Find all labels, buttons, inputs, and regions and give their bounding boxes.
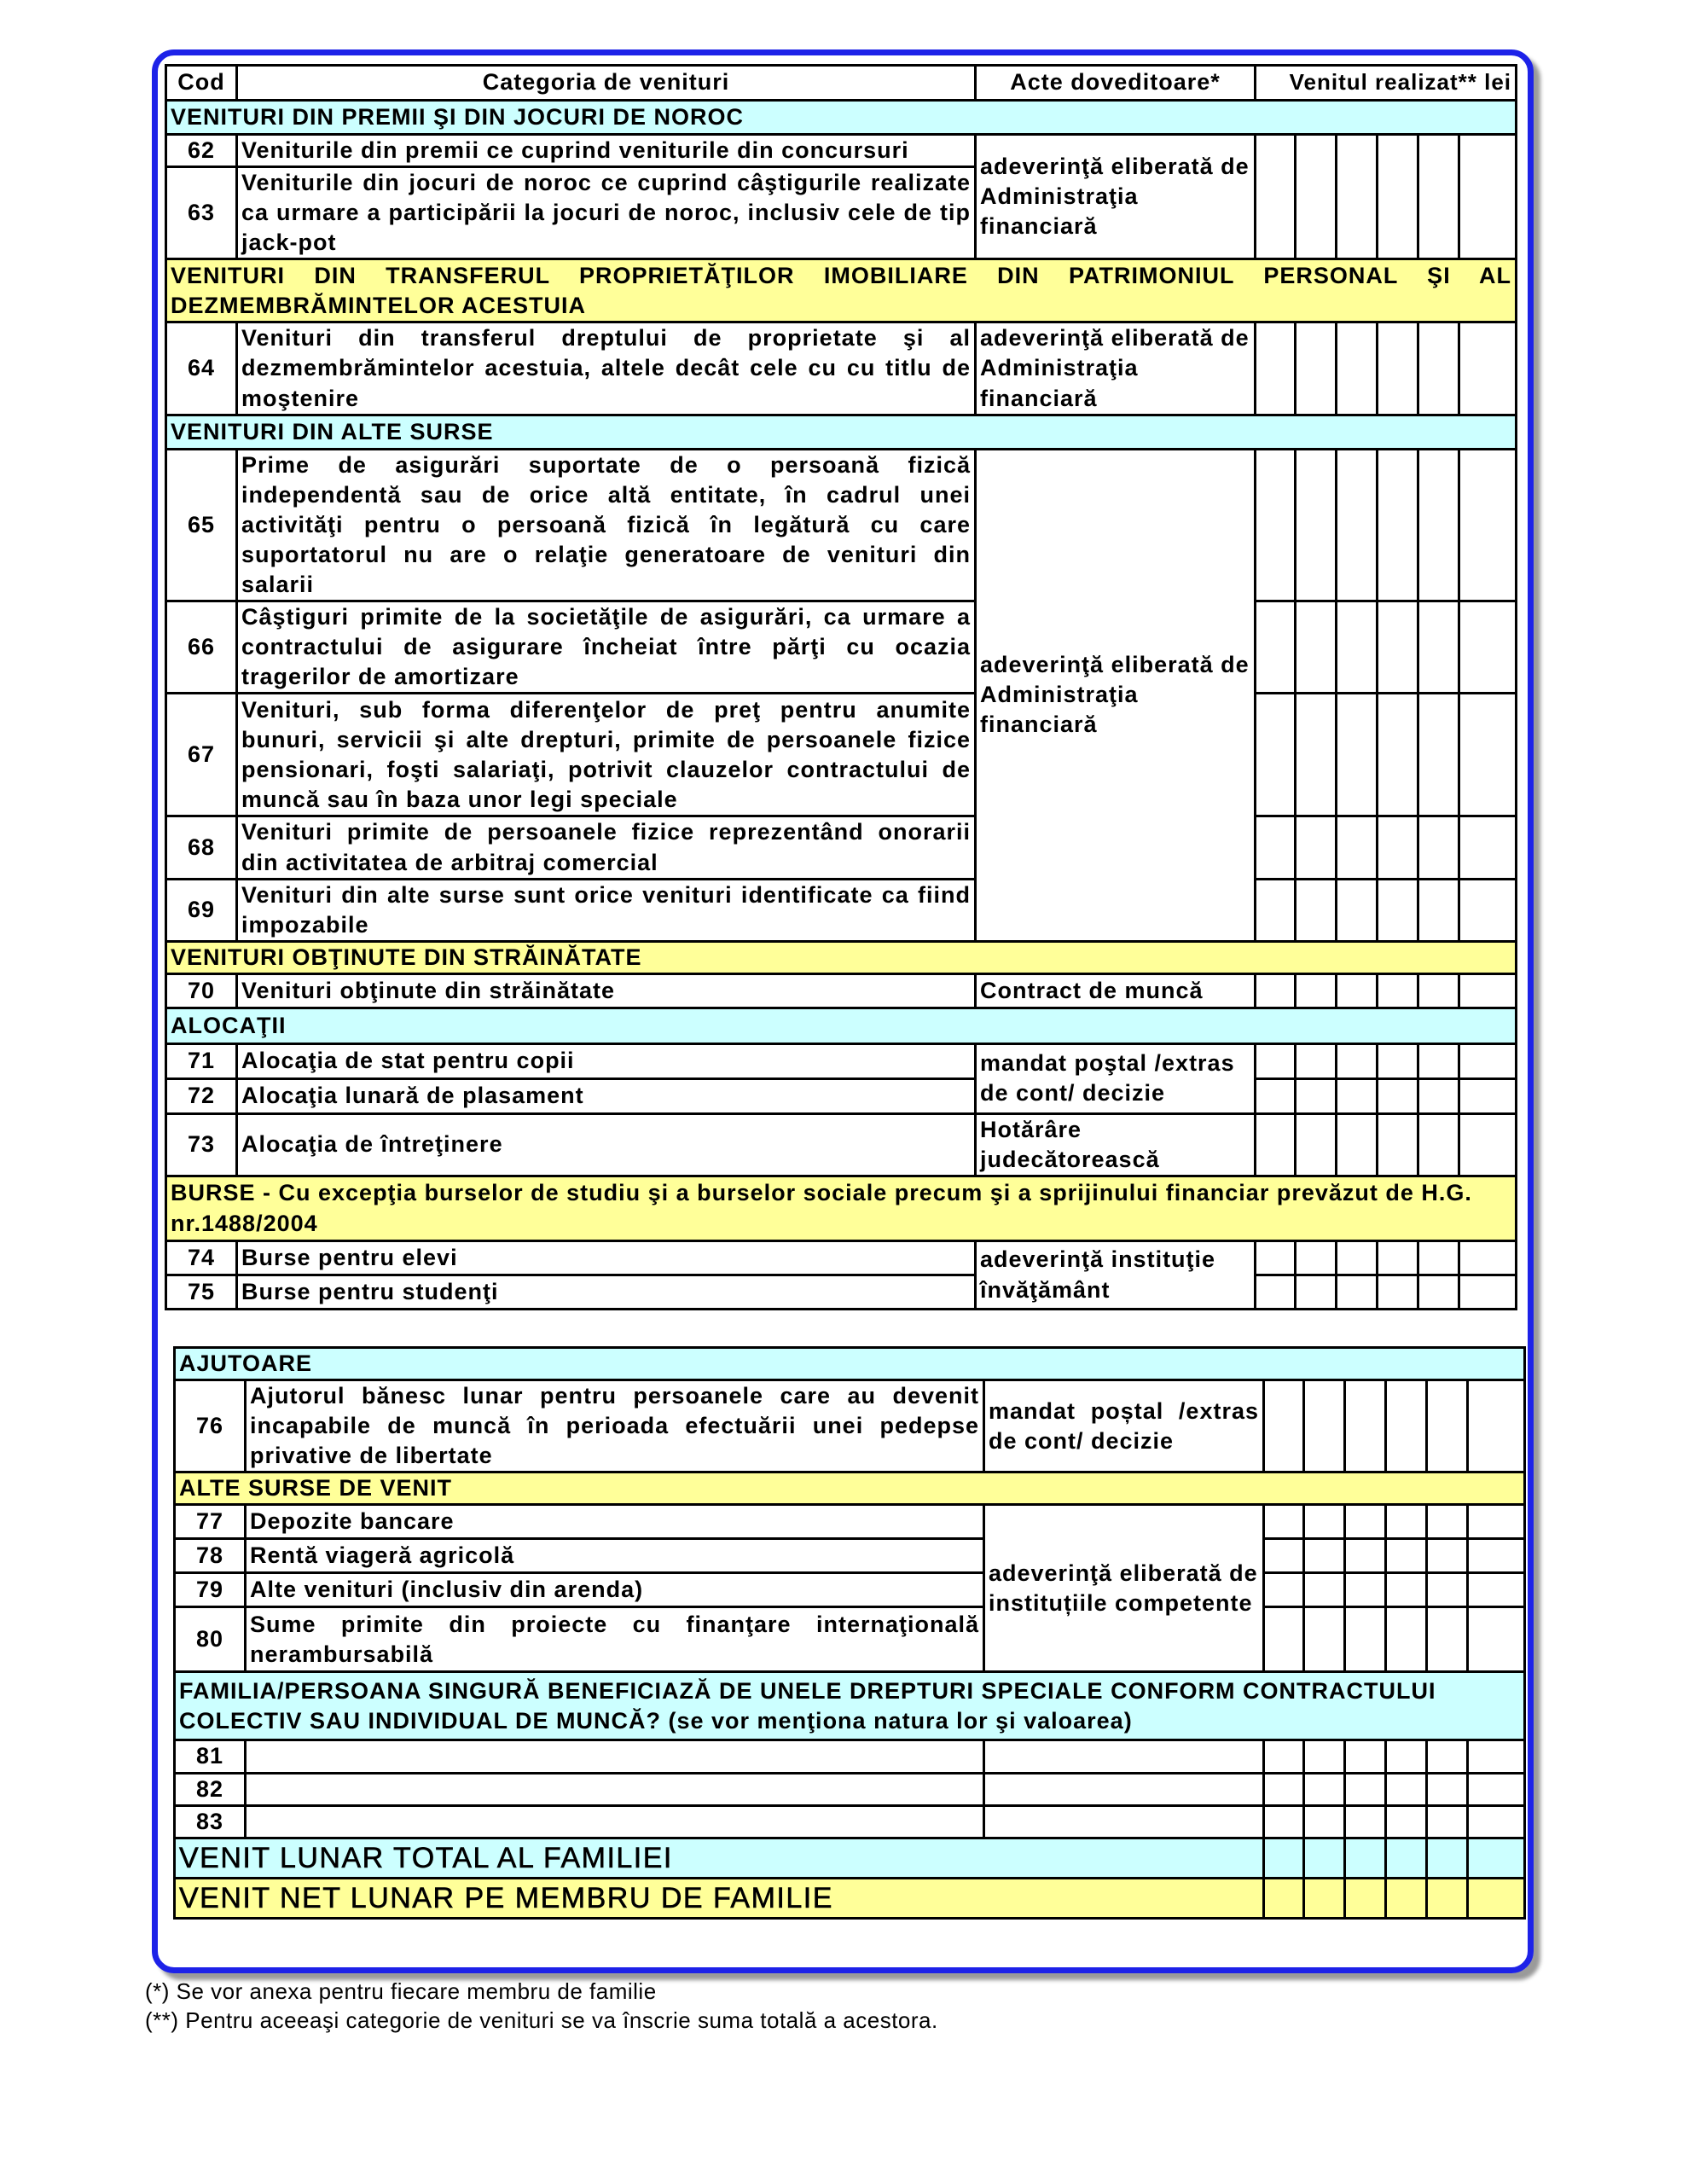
income-digit-cell[interactable] — [1378, 1241, 1418, 1275]
income-digit-cell[interactable] — [1264, 1505, 1304, 1539]
income-digit-cell[interactable] — [1296, 1241, 1337, 1275]
total-digit-cell[interactable] — [1386, 1838, 1427, 1878]
income-digit-cell[interactable] — [1459, 601, 1517, 694]
row-code: 70 — [166, 973, 237, 1008]
row-code: 73 — [166, 1113, 237, 1176]
total-digit-cell[interactable] — [1345, 1878, 1386, 1918]
total-digit-cell[interactable] — [1264, 1878, 1304, 1918]
row-code: 65 — [166, 449, 237, 601]
table-row — [175, 1607, 1525, 1672]
income-digit-cell[interactable] — [1296, 1275, 1337, 1310]
table-row — [166, 135, 1517, 167]
income-digit-cell[interactable] — [1418, 879, 1459, 941]
row-category: Burse pentru studenţi — [237, 1275, 976, 1310]
income-digit-cell[interactable] — [1418, 694, 1459, 816]
row-category: Alte venituri (inclusiv din arenda) — [246, 1573, 984, 1607]
income-digit-cell[interactable] — [1459, 816, 1517, 879]
row-code: 63 — [166, 167, 237, 259]
income-digit-cell[interactable] — [1468, 1505, 1525, 1539]
income-digit-cell[interactable] — [1378, 1078, 1418, 1113]
table-row — [166, 322, 1517, 415]
row-code: 74 — [166, 1241, 237, 1275]
total-family-row — [175, 1838, 1525, 1878]
income-digit-cell[interactable] — [1386, 1607, 1427, 1672]
income-digit-cell[interactable] — [1304, 1539, 1345, 1573]
income-digit-cell[interactable] — [1296, 135, 1337, 259]
total-digit-cell[interactable] — [1304, 1878, 1345, 1918]
income-digit-cell[interactable] — [1337, 1275, 1378, 1310]
income-digit-cell[interactable] — [1386, 1380, 1427, 1472]
income-digit-cell[interactable] — [1468, 1380, 1525, 1472]
table-row — [175, 1539, 1525, 1573]
row-category-input[interactable] — [246, 1740, 984, 1773]
table-row — [166, 1275, 1517, 1310]
row-category: Depozite bancare — [246, 1505, 984, 1539]
income-digit-cell[interactable] — [1296, 816, 1337, 879]
table-row — [175, 1740, 1525, 1773]
row-category: Venituri primite de persoanele fizice reprezentând onorarii din activitatea de arbitraj comercial — [237, 816, 976, 879]
table-row — [166, 879, 1517, 941]
income-digit-cell[interactable] — [1468, 1805, 1525, 1838]
income-digit-cell[interactable] — [1337, 1043, 1378, 1078]
income-digit-cell[interactable] — [1386, 1539, 1427, 1573]
income-digit-cell[interactable] — [1459, 973, 1517, 1008]
documents-input[interactable] — [984, 1773, 1264, 1805]
income-digit-cell[interactable] — [1468, 1607, 1525, 1672]
section-burse: BURSE - Cu excepţia burselor de studiu şi a burselor sociale precum şi a sprijinului financiar prevăzut de H.G. nr.1488/2004 — [166, 1176, 1517, 1241]
income-digit-cell[interactable] — [1418, 1078, 1459, 1113]
row-code: 80 — [175, 1607, 246, 1672]
footnote-1: (*) Se vor anexa pentru fiecare membru de familie — [145, 1978, 657, 2004]
header-category: Categoria de venituri — [237, 66, 976, 101]
table-row — [166, 1241, 1517, 1275]
income-digit-cell[interactable] — [1296, 879, 1337, 941]
header-income: Venitul realizat** lei — [1256, 66, 1517, 101]
documents-input[interactable] — [984, 1805, 1264, 1838]
income-digit-cell[interactable] — [1378, 879, 1418, 941]
income-digit-cell[interactable] — [1427, 1380, 1468, 1472]
income-table-part-2 — [173, 1346, 1526, 1920]
income-digit-cell[interactable] — [1459, 1275, 1517, 1310]
net-per-member-label: VENIT NET LUNAR PE MEMBRU DE FAMILIE — [175, 1878, 1264, 1918]
row-category: Venituri din transferul dreptului de proprietate şi al dezmembrămintelor acestuia, altele decât cele cu cu titlu de moştenire — [237, 322, 976, 415]
row-category: Alocaţia de întreţinere — [237, 1113, 976, 1176]
income-digit-cell[interactable] — [1378, 135, 1418, 259]
income-digit-cell[interactable] — [1304, 1505, 1345, 1539]
row-code: 62 — [166, 135, 237, 167]
income-digit-cell[interactable] — [1304, 1607, 1345, 1672]
income-digit-cell[interactable] — [1386, 1573, 1427, 1607]
row-category: Alocaţia de stat pentru copii — [237, 1043, 976, 1078]
income-digit-cell[interactable] — [1264, 1573, 1304, 1607]
income-digit-cell[interactable] — [1378, 1043, 1418, 1078]
section-premii: VENITURI DIN PREMII ŞI DIN JOCURI DE NOROC — [166, 101, 1517, 135]
table-row — [166, 1043, 1517, 1078]
header-documents: Acte doveditoare* — [976, 66, 1256, 101]
documents-cell: mandat poştal /extras de cont/ decizie — [976, 1043, 1256, 1113]
income-digit-cell[interactable] — [1337, 135, 1378, 259]
income-digit-cell[interactable] — [1427, 1573, 1468, 1607]
total-digit-cell[interactable] — [1264, 1838, 1304, 1878]
income-digit-cell[interactable] — [1427, 1740, 1468, 1773]
row-code: 82 — [175, 1773, 246, 1805]
income-digit-cell[interactable] — [1418, 449, 1459, 601]
income-digit-cell[interactable] — [1304, 1573, 1345, 1607]
income-digit-cell[interactable] — [1418, 601, 1459, 694]
income-digit-cell[interactable] — [1427, 1505, 1468, 1539]
income-digit-cell[interactable] — [1296, 973, 1337, 1008]
row-category: Burse pentru elevi — [237, 1241, 976, 1275]
table-row — [175, 1773, 1525, 1805]
income-digit-cell[interactable] — [1459, 1043, 1517, 1078]
total-digit-cell[interactable] — [1386, 1878, 1427, 1918]
income-digit-cell[interactable] — [1296, 1078, 1337, 1113]
income-digit-cell[interactable] — [1459, 135, 1517, 259]
section-strainatate: VENITURI OBŢINUTE DIN STRĂINĂTATE — [166, 941, 1517, 973]
income-digit-cell[interactable] — [1468, 1740, 1525, 1773]
income-digit-cell[interactable] — [1459, 449, 1517, 601]
documents-cell: mandat poștal /extras de cont/ decizie — [984, 1380, 1264, 1472]
income-digit-cell[interactable] — [1459, 1113, 1517, 1176]
income-digit-cell[interactable] — [1304, 1805, 1345, 1838]
total-digit-cell[interactable] — [1468, 1838, 1525, 1878]
row-code: 77 — [175, 1505, 246, 1539]
documents-cell: adeverinţă eliberată de Administraţia financiară — [976, 449, 1256, 941]
income-digit-cell[interactable] — [1345, 1740, 1386, 1773]
documents-cell: adeverinţă instituţie învăţământ — [976, 1241, 1256, 1310]
total-digit-cell[interactable] — [1427, 1838, 1468, 1878]
section-alocatii: ALOCAŢII — [166, 1008, 1517, 1043]
income-digit-cell[interactable] — [1459, 694, 1517, 816]
income-digit-cell[interactable] — [1418, 816, 1459, 879]
income-digit-cell[interactable] — [1296, 322, 1337, 415]
income-digit-cell[interactable] — [1459, 322, 1517, 415]
income-digit-cell[interactable] — [1468, 1539, 1525, 1573]
income-digit-cell[interactable] — [1427, 1607, 1468, 1672]
income-digit-cell[interactable] — [1296, 601, 1337, 694]
income-digit-cell[interactable] — [1418, 1241, 1459, 1275]
income-digit-cell[interactable] — [1468, 1773, 1525, 1805]
income-digit-cell[interactable] — [1256, 322, 1296, 415]
row-code: 75 — [166, 1275, 237, 1310]
income-digit-cell[interactable] — [1427, 1805, 1468, 1838]
row-category-input[interactable] — [246, 1805, 984, 1838]
income-digit-cell[interactable] — [1427, 1539, 1468, 1573]
footnotes — [145, 1977, 938, 2035]
income-digit-cell[interactable] — [1337, 601, 1378, 694]
table-row — [166, 816, 1517, 879]
row-code: 83 — [175, 1805, 246, 1838]
income-digit-cell[interactable] — [1345, 1607, 1386, 1672]
income-digit-cell[interactable] — [1418, 322, 1459, 415]
row-category-input[interactable] — [246, 1773, 984, 1805]
total-digit-cell[interactable] — [1304, 1838, 1345, 1878]
row-code: 81 — [175, 1740, 246, 1773]
income-digit-cell[interactable] — [1337, 1241, 1378, 1275]
row-code: 66 — [166, 601, 237, 694]
table-row — [166, 694, 1517, 816]
income-digit-cell[interactable] — [1256, 973, 1296, 1008]
income-digit-cell[interactable] — [1296, 1113, 1337, 1176]
income-digit-cell[interactable] — [1468, 1573, 1525, 1607]
income-table-part-1 — [165, 64, 1517, 1310]
income-digit-cell[interactable] — [1345, 1380, 1386, 1472]
income-digit-cell[interactable] — [1386, 1773, 1427, 1805]
row-category: Veniturile din jocuri de noroc ce cuprind câştigurile realizate ca urmare a participării la jocuri de noroc, inclusiv cele de tip jack-pot — [237, 167, 976, 259]
income-digit-cell[interactable] — [1256, 1241, 1296, 1275]
income-digit-cell[interactable] — [1378, 1275, 1418, 1310]
income-digit-cell[interactable] — [1296, 449, 1337, 601]
table-row — [166, 973, 1517, 1008]
income-digit-cell[interactable] — [1459, 1078, 1517, 1113]
income-digit-cell[interactable] — [1296, 694, 1337, 816]
row-code: 71 — [166, 1043, 237, 1078]
income-digit-cell[interactable] — [1345, 1773, 1386, 1805]
documents-cell: Hotărâre judecătorească — [976, 1113, 1256, 1176]
income-digit-cell[interactable] — [1264, 1380, 1304, 1472]
section-alte-surse-venit: ALTE SURSE DE VENIT — [175, 1472, 1525, 1505]
income-digit-cell[interactable] — [1296, 1043, 1337, 1078]
income-digit-cell[interactable] — [1386, 1740, 1427, 1773]
total-digit-cell[interactable] — [1468, 1878, 1525, 1918]
table-row — [175, 1505, 1525, 1539]
income-digit-cell[interactable] — [1418, 1275, 1459, 1310]
income-digit-cell[interactable] — [1264, 1607, 1304, 1672]
row-category: Câştiguri primite de la societăţile de asigurări, ca urmare a contractului de asigurare încheiat între părţi cu ocazia tragerilor de amortizare — [237, 601, 976, 694]
income-digit-cell[interactable] — [1418, 1043, 1459, 1078]
documents-cell: Contract de muncă — [976, 973, 1256, 1008]
section-familia: FAMILIA/PERSOANA SINGURĂ BENEFICIAZĂ DE UNELE DREPTURI SPECIALE CONFORM CONTRACTULUI COLECTIV SAU INDIVIDUAL DE MUNCĂ? (se vor menţiona natura lor şi valoarea) — [175, 1672, 1525, 1740]
row-category: Venituri obţinute din străinătate — [237, 973, 976, 1008]
income-digit-cell[interactable] — [1304, 1740, 1345, 1773]
section-transfer: VENITURI DIN TRANSFERUL PROPRIETĂŢILOR IMOBILIARE DIN PATRIMONIUL PERSONAL ŞI AL DEZMEMBRĂMINTELOR ACESTUIA — [166, 259, 1517, 322]
total-digit-cell[interactable] — [1345, 1838, 1386, 1878]
documents-cell: adeverinţă eliberată de instituțiile competente — [984, 1505, 1264, 1672]
income-digit-cell[interactable] — [1256, 135, 1296, 259]
income-digit-cell[interactable] — [1418, 135, 1459, 259]
income-digit-cell[interactable] — [1264, 1805, 1304, 1838]
income-digit-cell[interactable] — [1459, 1241, 1517, 1275]
income-digit-cell[interactable] — [1418, 973, 1459, 1008]
row-category: Venituri din alte surse sunt orice venituri identificate ca fiind impozabile — [237, 879, 976, 941]
total-digit-cell[interactable] — [1427, 1878, 1468, 1918]
row-category: Ajutorul bănesc lunar pentru persoanele care au devenit incapabile de muncă în perioada efectuării unei pedepse privative de libertate — [246, 1380, 984, 1472]
row-code: 69 — [166, 879, 237, 941]
row-category: Venituri, sub forma diferenţelor de preţ pentru anumite bunuri, servicii şi alte drepturi, primite de persoanele fizice pensionari, foşti salariaţi, potrivit clauzelor contractului de muncă sau în baza unor legi speciale — [237, 694, 976, 816]
income-digit-cell[interactable] — [1256, 694, 1296, 816]
income-digit-cell[interactable] — [1386, 1505, 1427, 1539]
footnote-2: (**) Pentru aceeaşi categorie de venituri se va înscrie suma totală a acestora. — [145, 2007, 938, 2033]
income-digit-cell[interactable] — [1256, 601, 1296, 694]
row-code: 68 — [166, 816, 237, 879]
income-digit-cell[interactable] — [1378, 449, 1418, 601]
income-digit-cell[interactable] — [1459, 879, 1517, 941]
row-category: Alocaţia lunară de plasament — [237, 1078, 976, 1113]
income-digit-cell[interactable] — [1378, 322, 1418, 415]
income-digit-cell[interactable] — [1256, 1113, 1296, 1176]
income-digit-cell[interactable] — [1418, 1113, 1459, 1176]
income-digit-cell[interactable] — [1304, 1773, 1345, 1805]
row-code: 78 — [175, 1539, 246, 1573]
table-row — [166, 1078, 1517, 1113]
row-category: Rentă viageră agricolă — [246, 1539, 984, 1573]
income-digit-cell[interactable] — [1337, 694, 1378, 816]
header-code: Cod — [166, 66, 237, 101]
income-digit-cell[interactable] — [1345, 1805, 1386, 1838]
section-alte-surse: VENITURI DIN ALTE SURSE — [166, 415, 1517, 449]
table-row — [166, 601, 1517, 694]
total-family-label: VENIT LUNAR TOTAL AL FAMILIEI — [175, 1838, 1264, 1878]
income-digit-cell[interactable] — [1256, 1275, 1296, 1310]
income-digit-cell[interactable] — [1264, 1773, 1304, 1805]
income-digit-cell[interactable] — [1378, 694, 1418, 816]
row-code: 72 — [166, 1078, 237, 1113]
row-category: Veniturile din premii ce cuprind veniturile din concursuri — [237, 135, 976, 167]
income-digit-cell[interactable] — [1256, 879, 1296, 941]
income-digit-cell[interactable] — [1345, 1505, 1386, 1539]
table-row — [175, 1805, 1525, 1838]
table-header — [166, 66, 1517, 101]
income-digit-cell[interactable] — [1337, 973, 1378, 1008]
income-digit-cell[interactable] — [1256, 1043, 1296, 1078]
row-category: Prime de asigurări suportate de o persoană fizică independentă sau de orice altă entitate, în cadrul unei activităţi pentru o persoană fizică în legătură cu care suportatorul nu are o relaţie generatoare de venituri din salarii — [237, 449, 976, 601]
table-row — [166, 1113, 1517, 1176]
income-digit-cell[interactable] — [1337, 1078, 1378, 1113]
income-digit-cell[interactable] — [1256, 449, 1296, 601]
income-digit-cell[interactable] — [1345, 1539, 1386, 1573]
income-digit-cell[interactable] — [1264, 1539, 1304, 1573]
income-digit-cell[interactable] — [1378, 601, 1418, 694]
income-digit-cell[interactable] — [1337, 816, 1378, 879]
income-digit-cell[interactable] — [1264, 1740, 1304, 1773]
income-digit-cell[interactable] — [1337, 879, 1378, 941]
row-category: Sume primite din proiecte cu finanţare internaţională nerambursabilă — [246, 1607, 984, 1672]
table-row — [175, 1573, 1525, 1607]
row-code: 79 — [175, 1573, 246, 1607]
documents-cell: adeverinţă eliberată de Administraţia financiară — [976, 322, 1256, 415]
table-row — [166, 449, 1517, 601]
income-digit-cell[interactable] — [1378, 816, 1418, 879]
income-digit-cell[interactable] — [1427, 1773, 1468, 1805]
documents-input[interactable] — [984, 1740, 1264, 1773]
income-digit-cell[interactable] — [1345, 1573, 1386, 1607]
section-ajutoare: AJUTOARE — [175, 1348, 1525, 1380]
income-digit-cell[interactable] — [1386, 1805, 1427, 1838]
row-code: 76 — [175, 1380, 246, 1472]
documents-cell: adeverinţă eliberată de Administraţia financiară — [976, 135, 1256, 259]
income-digit-cell[interactable] — [1304, 1380, 1345, 1472]
row-code: 64 — [166, 322, 237, 415]
income-digit-cell[interactable] — [1378, 973, 1418, 1008]
income-digit-cell[interactable] — [1256, 816, 1296, 879]
income-digit-cell[interactable] — [1337, 449, 1378, 601]
income-digit-cell[interactable] — [1337, 322, 1378, 415]
income-digit-cell[interactable] — [1256, 1078, 1296, 1113]
row-code: 67 — [166, 694, 237, 816]
income-digit-cell[interactable] — [1337, 1113, 1378, 1176]
income-digit-cell[interactable] — [1378, 1113, 1418, 1176]
net-per-member-row — [175, 1878, 1525, 1918]
table-row — [175, 1380, 1525, 1472]
